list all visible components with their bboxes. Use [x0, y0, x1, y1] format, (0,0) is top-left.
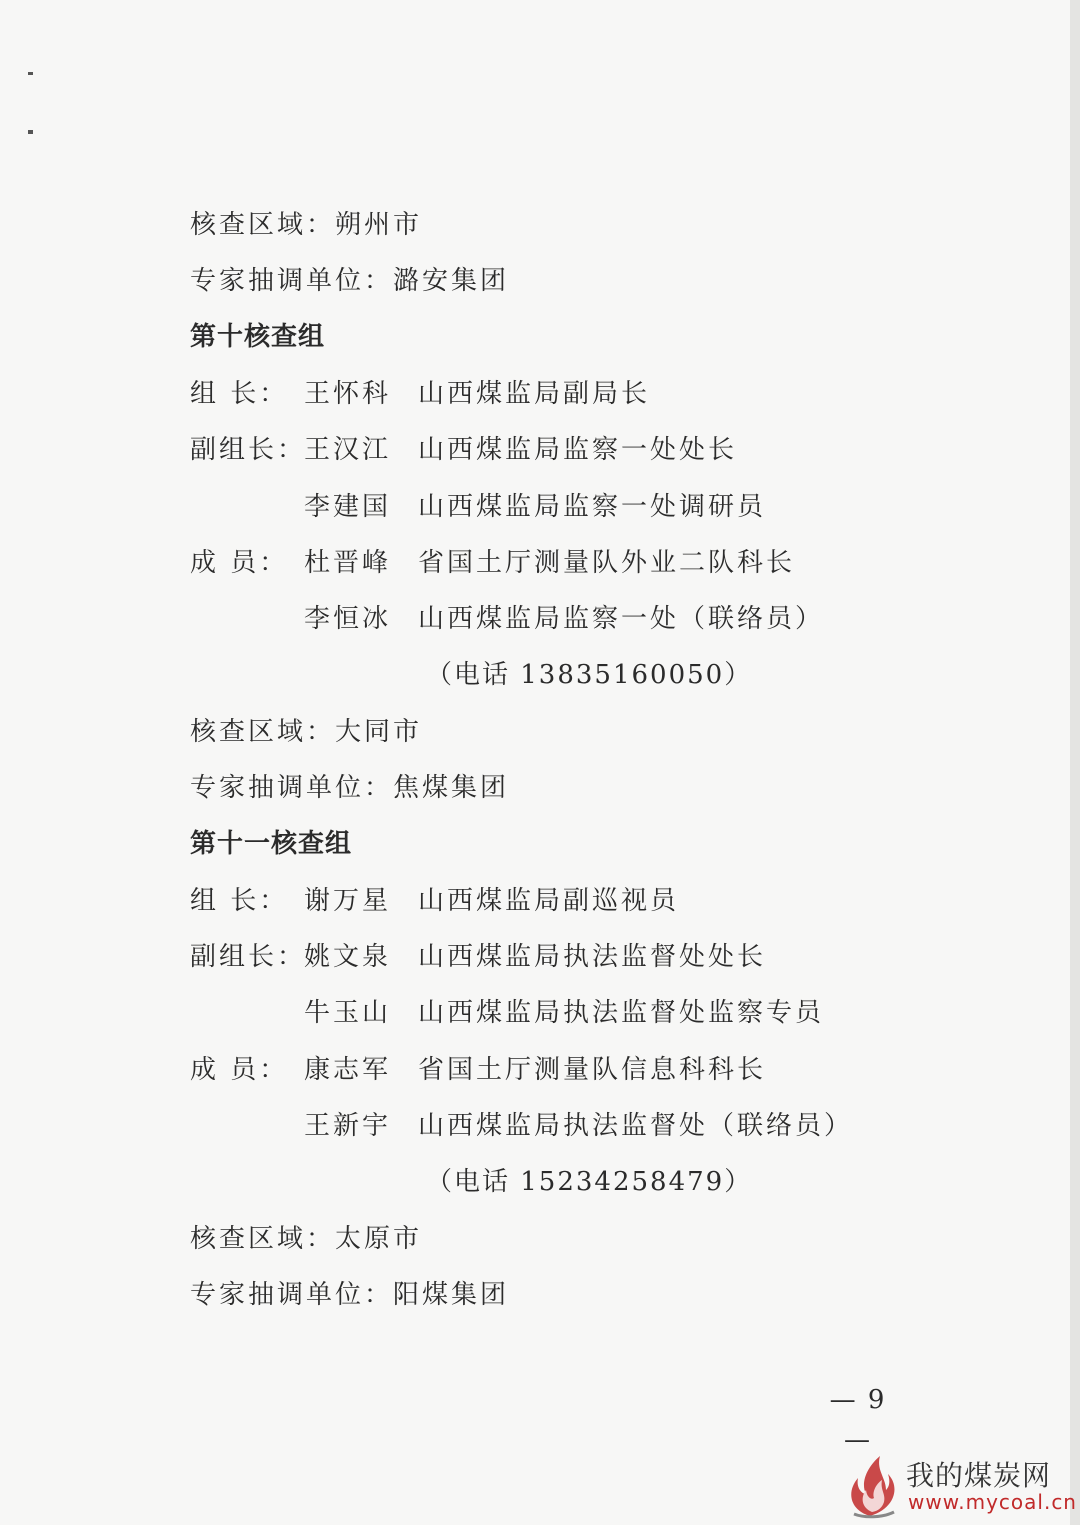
deputy-role: 山西煤监局执法监督处处长	[418, 942, 767, 972]
g10-member-row-1	[190, 543, 796, 583]
expert-label: 专家抽调单位：	[190, 773, 394, 803]
expert-value: 焦煤集团	[393, 773, 510, 803]
g9-expert-line	[190, 261, 509, 301]
group-11-title: 第十一核查组	[190, 829, 353, 859]
leader-name: 谢万星	[304, 886, 392, 916]
member-name: 王新宇	[304, 1111, 392, 1141]
area-label: 核查区域：	[190, 1224, 336, 1254]
area-value: 朔州市	[335, 210, 423, 240]
deputy-role: 山西煤监局监察一处处长	[418, 435, 738, 465]
member-role: 山西煤监局执法监督处（联络员）	[418, 1111, 854, 1141]
member-role: 山西煤监局监察一处（联络员）	[418, 604, 825, 634]
deputy-name: 李建国	[304, 492, 392, 522]
page-edge	[1070, 0, 1080, 1525]
leader-role: 山西煤监局副巡视员	[418, 886, 680, 916]
leader-role: 山西煤监局副局长	[418, 379, 651, 409]
area-label: 核查区域：	[190, 210, 336, 240]
member-name: 杜晋峰	[304, 548, 392, 578]
deputy-name: 牛玉山	[304, 998, 392, 1028]
flame-icon	[840, 1450, 904, 1520]
g11-expert-line	[190, 1275, 509, 1315]
g10-leader-row	[190, 374, 651, 414]
expert-value: 阳煤集团	[393, 1280, 510, 1310]
member-label: 成 员：	[190, 548, 289, 578]
g11-area-line	[190, 1219, 422, 1259]
watermark-logo[interactable]	[840, 1450, 1077, 1520]
deputy-role: 山西煤监局执法监督处监察专员	[418, 998, 825, 1028]
page-number: — 9 —	[829, 1385, 887, 1455]
group-10-title: 第十核查组	[190, 322, 326, 352]
expert-label: 专家抽调单位：	[190, 1280, 394, 1310]
watermark-name: 我的煤炭网	[906, 1459, 1052, 1492]
member-role: 省国土厅测量队外业二队科长	[418, 548, 796, 578]
liaison-phone: （电话 13835160050）	[426, 660, 753, 690]
scan-speck	[28, 130, 33, 134]
leader-label: 组 长：	[190, 886, 289, 916]
member-name: 李恒冰	[304, 604, 392, 634]
scan-speck	[28, 72, 33, 75]
deputy-name: 姚文泉	[304, 942, 392, 972]
deputy-label: 副组长：	[190, 435, 307, 465]
area-label: 核查区域：	[190, 717, 336, 747]
g10-deputy-row-1	[190, 430, 738, 470]
g11-member-row-1	[190, 1050, 767, 1090]
deputy-role: 山西煤监局监察一处调研员	[418, 492, 767, 522]
expert-value: 潞安集团	[393, 266, 510, 296]
member-label: 成 员：	[190, 1055, 289, 1085]
area-value: 太原市	[335, 1224, 423, 1254]
deputy-name: 王汉江	[304, 435, 392, 465]
leader-label: 组 长：	[190, 379, 289, 409]
expert-label: 专家抽调单位：	[190, 266, 394, 296]
area-value: 大同市	[335, 717, 423, 747]
g11-deputy-row-1	[190, 937, 767, 977]
leader-name: 王怀科	[304, 379, 392, 409]
deputy-label: 副组长：	[190, 942, 307, 972]
member-role: 省国土厅测量队信息科科长	[418, 1055, 767, 1085]
g10-area-line	[190, 712, 422, 752]
watermark-url[interactable]: www.mycoal.cn	[908, 1490, 1077, 1514]
liaison-phone: （电话 15234258479）	[426, 1167, 753, 1197]
g10-expert-line	[190, 768, 509, 808]
g9-area-line	[190, 205, 422, 245]
g11-leader-row	[190, 881, 680, 921]
member-name: 康志军	[304, 1055, 392, 1085]
